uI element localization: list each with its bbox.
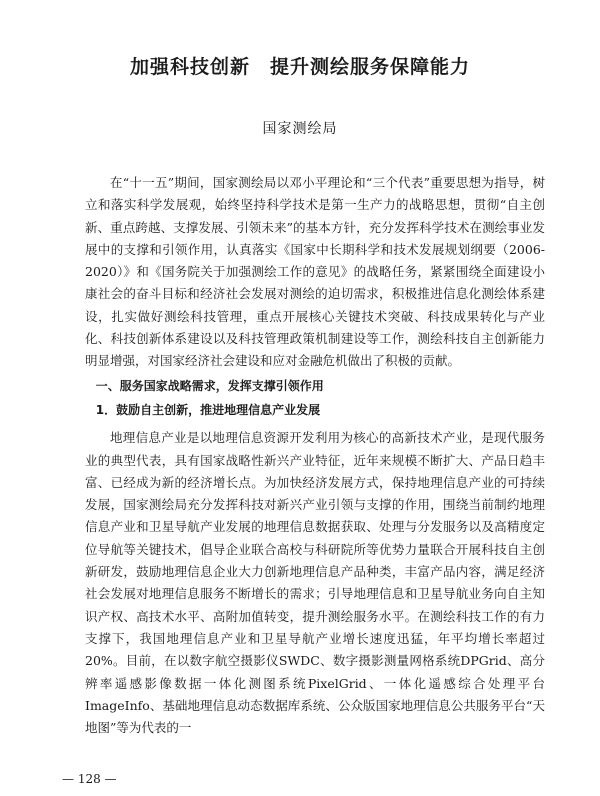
article-body	[85, 172, 545, 739]
paragraph-intro: 在“十一五”期间，国家测绘局以邓小平理论和“三个代表”重要思想为指导，树立和落实科学发展观，始终坚持科学技术是第一生产力的战略思想，贯彻“自主创新、重点跨越、支撑发展、引领未来”的基本方针，充分发挥科学技术在测绘事业发展中的支撑和引领作用，认真落实《国家中长期科学和技术发展规划纲要（2006-2020）》和《国务院关于加强测绘工作的意见》的战略任务，紧紧围绕全面建设小康社会的奋斗目标和经济社会发展对测绘的迫切需求，积极推进信息化测绘体系建设，扎实做好测绘科技管理，重点开展核心关键技术突破、科技成果转化与产业化、科技创新体系建设以及科技管理政策机制建设等工作，测绘科技自主创新能力明显增强，对国家经济社会建设和应对金融危机做出了积极的贡献。	[85, 175, 545, 369]
page-number: — 128 —	[62, 772, 117, 786]
article-author: 国家测绘局	[262, 121, 338, 137]
section-heading-1: 一、服务国家战略需求，发挥支撑引领作用	[95, 378, 324, 393]
article-title: 加强科技创新 提升测绘服务保障能力	[129, 56, 470, 78]
paragraph-industry: 地理信息产业是以地理信息资源开发利用为核心的高新技术产业，是现代服务业的典型代表，具有国家战略性新兴产业特征，近年来规模不断扩大、产品日趋丰富、已经成为新的经济增长点。为加快经济发展方式，保持地理信息产业的可持续发展，国家测绘局充分发挥科技对新兴产业引领与支撑的作用，围绕当前制约地理信息产业和卫星导航产业发展的地理信息数据获取、处理与分发服务以及高精度定位导航等关键技术，倡导企业联合高校与科研院所等优势力量联合开展科技自主创新研发，鼓励地理信息企业大力创新地理信息产品种类，丰富产品内容，满足经济社会发展对地理信息服务不断增长的需求；引导地理信息和卫星导航业务向自主知识产权、高技术水平、高附加值转变，提升测绘服务水平。在测绘科技工作的有力支撑下，我国地理信息产业和卫星导航产业增长速度迅猛，年平均增长率超过20%。目前，在以数字航空摄影仪SWDC、数字摄影测量网格系统DPGrid、高分辨率遥感影像数据一体化测图系统PixelGrid、一体化遥感综合处理平台ImageInfo、基础地理信息动态数据库系统、公众版国家地理信息公共服务平台“天地图”等为代表的一	[85, 430, 545, 736]
subsection-heading-1: 1．鼓励自主创新，推进地理信息产业发展	[95, 402, 321, 417]
